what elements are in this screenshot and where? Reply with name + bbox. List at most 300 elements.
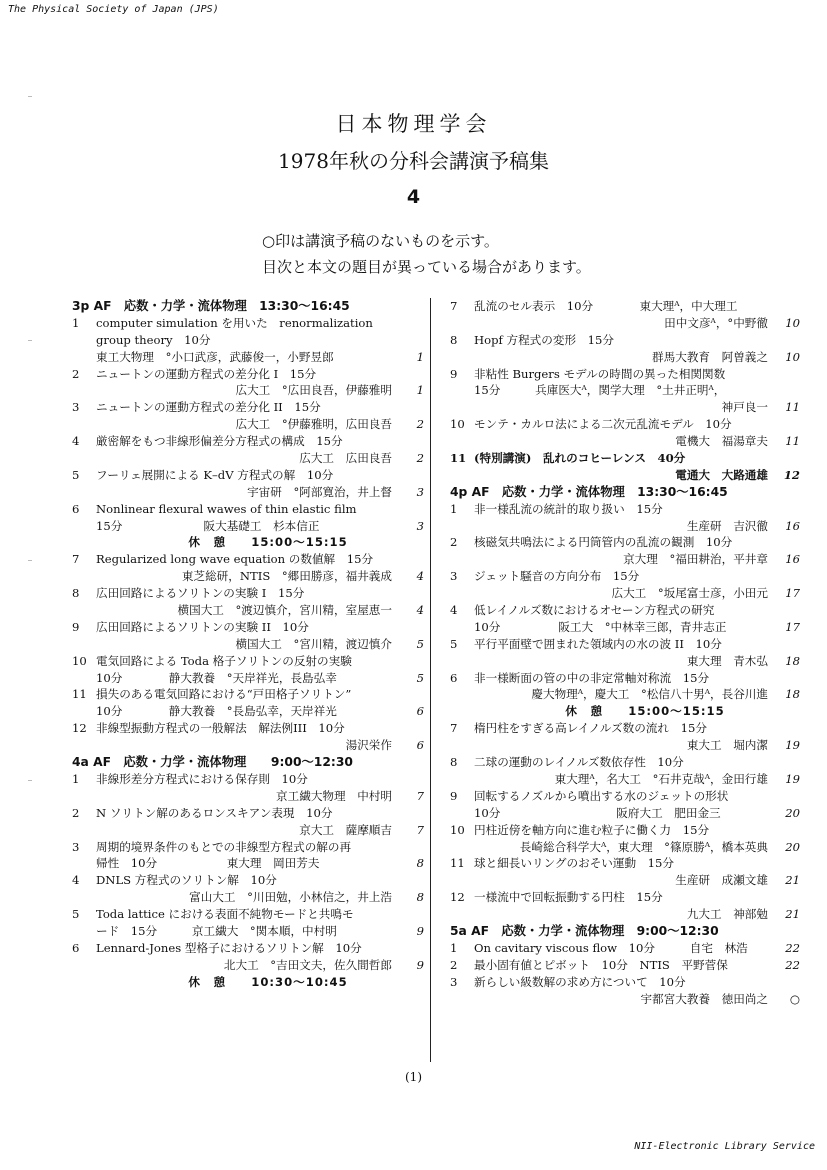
talk-number: [450, 399, 474, 416]
toc-text: 10分 静大教養 °長島弘幸，天岸祥光: [96, 704, 337, 719]
toc-text: 10分 阪工大 °中林幸三郎，青井志正: [474, 619, 727, 634]
toc-text: 広大工 °広田良吾，伊藤雅明: [235, 383, 392, 398]
talk-number: 10: [450, 417, 465, 432]
toc-text: DNLS 方程式のソリトン解 10分: [96, 873, 277, 888]
page-ref: 17: [785, 619, 800, 634]
session-header: [450, 484, 800, 501]
toc-line: [450, 889, 800, 906]
talk-number: 12: [450, 890, 465, 905]
toc-text: 横国大工 °渡辺慎介，宮川精，室屋恵一: [177, 603, 392, 618]
page-footer: NII-Electronic Library Service: [634, 1141, 815, 1152]
toc-text: 生産研 成瀬文雄: [675, 873, 768, 888]
talk-number: 2: [450, 957, 458, 972]
scan-mark: [28, 780, 32, 781]
toc-text: 京工繊大物理 中村明: [276, 788, 392, 803]
break-line: [72, 974, 424, 991]
talk-number: [72, 518, 96, 535]
toc-text: 富山大工 °川田勉，小林信之，井上浩: [189, 890, 392, 905]
toc-line: [450, 366, 800, 383]
talk-number: 2: [72, 805, 80, 820]
page-ref: 4: [416, 569, 424, 584]
toc-line: [450, 670, 800, 687]
talk-number: [72, 602, 96, 619]
page-ref: [396, 551, 424, 568]
page-ref: [772, 382, 800, 399]
page-ref: 22: [785, 957, 800, 972]
toc-line: [450, 872, 800, 889]
page-ref: 17: [785, 586, 800, 601]
page-ref: 8: [416, 890, 424, 905]
talk-number: [450, 906, 474, 923]
talk-number: 1: [72, 771, 80, 786]
page-ref: [772, 568, 800, 585]
talk-number: [450, 433, 474, 450]
page-ref: [772, 366, 800, 383]
page-ref: 11: [785, 434, 800, 449]
page-ref: [396, 467, 424, 484]
talk-number: 9: [72, 619, 80, 634]
page-ref: [772, 332, 800, 349]
page-ref: [396, 872, 424, 889]
page-ref: 10: [785, 315, 800, 330]
page-ref: 5: [416, 670, 424, 685]
talk-number: 12: [72, 721, 87, 736]
talk-number: [72, 382, 96, 399]
break-text: 休 憩 15:00～15:15: [188, 535, 348, 550]
page-ref: 7: [416, 822, 424, 837]
toc-line: [450, 534, 800, 551]
toc-text: Regularized long wave equation の数値解 15分: [96, 552, 374, 567]
toc-line: [450, 450, 800, 467]
toc-line: [450, 974, 800, 991]
talk-number: 3: [450, 569, 458, 584]
toc-text: 北大工 °吉田文夫，佐久間哲郎: [223, 957, 392, 972]
page-ref: [772, 450, 800, 467]
page-ref: 2: [416, 451, 424, 466]
page-ref: [396, 315, 424, 332]
page-ref: 1: [416, 383, 424, 398]
toc-text: (特別講演) 乱れのコヒーレンス 40分: [474, 451, 686, 466]
page-ref: 3: [416, 518, 424, 533]
talk-number: [72, 349, 96, 366]
toc-line: [450, 619, 800, 636]
toc-text: 損失のある電気回路における“戸田格子ソリトン”: [96, 687, 352, 702]
talk-number: [450, 872, 474, 889]
page-ref: 22: [785, 940, 800, 955]
talk-number: [72, 923, 96, 940]
page-ref: 11: [785, 400, 800, 415]
talk-number: 6: [72, 501, 80, 516]
toc-text: ジェット騒音の方向分布 15分: [474, 569, 640, 584]
talk-number: 7: [450, 721, 458, 736]
talk-number: 1: [450, 501, 458, 516]
page-ref: 20: [785, 839, 800, 854]
toc-line: [72, 653, 424, 670]
toc-text: 10分 静大教養 °天岸祥光，長島弘幸: [96, 670, 337, 685]
toc-text: 周期的境界条件のもとでの非線型方程式の解の再: [96, 839, 352, 854]
page-ref: [772, 534, 800, 551]
talk-number: [450, 619, 474, 636]
toc-line: [450, 315, 800, 332]
toc-line: [450, 754, 800, 771]
page-ref: [772, 298, 800, 315]
talk-number: 4: [450, 603, 458, 618]
session-header-text: 3p AF 応数・力学・流体物理 13:30～16:45: [72, 299, 350, 313]
toc-text: 九大工 神部勉: [686, 907, 768, 922]
toc-line: [450, 991, 800, 1008]
page-ref: 9: [416, 957, 424, 972]
toc-line: [450, 298, 800, 315]
talk-number: 7: [72, 552, 80, 567]
toc-text: Lennard-Jones 型格子におけるソリトン解 10分: [96, 940, 362, 955]
toc-text: 田中文彦ᴬ，°中野徹: [664, 315, 768, 330]
page-ref: [396, 501, 424, 518]
toc-text: 球と細長いリングのおそい運動 15分: [474, 856, 675, 871]
toc-text: 広大工 °坂尾富士彦，小田元: [611, 586, 768, 601]
page-ref: [396, 399, 424, 416]
toc-text: 核磁気共鳴法による円筒管内の乱流の観測 10分: [474, 535, 733, 550]
note-line-2: 目次と本文の題目が異っている場合があります。: [262, 258, 591, 276]
toc-line: [450, 855, 800, 872]
toc-line: [72, 433, 424, 450]
break-text: 休 憩 10:30～10:45: [188, 974, 348, 989]
talk-number: 2: [72, 366, 80, 381]
toc-text: 回転するノズルから噴出する水のジェットの形状: [474, 788, 729, 803]
toc-line: [72, 940, 424, 957]
session-header-text: 4a AF 応数・力学・流体物理 9:00～12:30: [72, 755, 353, 770]
page-ref: 20: [785, 805, 800, 820]
right-column: [450, 298, 800, 1007]
toc-text: 生産研 吉沢徹: [686, 518, 768, 533]
toc-text: Toda lattice における表面不純物モードと共鳴モ: [96, 907, 354, 922]
page-ref: [772, 720, 800, 737]
toc-text: ニュートンの運動方程式の差分化 II 15分: [96, 400, 321, 415]
toc-text: 電気回路による Toda 格子ソリトンの反射の実験: [96, 653, 352, 668]
toc-line: [72, 501, 424, 518]
toc-text: 新らしい級数解の求め方について 10分: [474, 974, 686, 989]
page-ref: [396, 839, 424, 856]
toc-text: フーリェ展開による K–dV 方程式の解 10分: [96, 467, 334, 482]
toc-text: 乱流のセル表示 10分 東大理ᴬ，中大理工: [474, 299, 738, 313]
break-text: 休 憩 15:00～15:15: [565, 704, 725, 719]
toc-text: Hopf 方程式の変形 15分: [474, 332, 614, 347]
toc-line: [450, 551, 800, 568]
scan-mark: [28, 560, 32, 561]
talk-number: 9: [450, 366, 458, 381]
toc-text: 神戸良一: [721, 400, 768, 415]
talk-number: [72, 568, 96, 585]
toc-text: 宇都宮大教養 徳田尚之: [640, 991, 768, 1006]
toc-line: [450, 822, 800, 839]
toc-text: 15分 兵庫医大ᴬ，関学大理 °土井正明ᴬ，: [474, 383, 726, 398]
toc-line: [450, 720, 800, 737]
page-ref: [396, 686, 424, 703]
page-ref: 6: [416, 738, 424, 753]
toc-line: [72, 805, 424, 822]
toc-text: 平行平面壁で囲まれた領域内の水の波 II 10分: [474, 636, 722, 651]
scan-mark: [28, 96, 32, 97]
page-ref: 19: [785, 771, 800, 786]
toc-text: ニュートンの運動方程式の差分化 I 15分: [96, 366, 317, 381]
page-ref: [772, 636, 800, 653]
toc-line: [72, 720, 424, 737]
talk-number: [450, 315, 474, 332]
scan-mark: [28, 340, 32, 341]
page-ref: 7: [416, 788, 424, 803]
session-header: [72, 298, 424, 315]
page-ref: [396, 619, 424, 636]
toc-text: 低レイノルズ数におけるオセーン方程式の研究: [474, 603, 715, 618]
toc-line: [450, 805, 800, 822]
toc-line: [450, 940, 800, 957]
talk-number: [72, 484, 96, 501]
toc-line: [72, 686, 424, 703]
talk-number: 11: [450, 856, 465, 871]
page-number: (1): [405, 1070, 422, 1084]
talk-number: [72, 855, 96, 872]
column-divider: [430, 298, 431, 1062]
toc-line: [72, 399, 424, 416]
talk-number: 7: [450, 299, 458, 313]
page-ref: [396, 771, 424, 788]
page-ref: 8: [416, 856, 424, 871]
page-ref: [772, 416, 800, 433]
page-ref: [396, 805, 424, 822]
toc-line: [450, 332, 800, 349]
toc-text: 東大工 堀内潔: [686, 738, 768, 753]
toc-line: [450, 653, 800, 670]
toc-line: [72, 822, 424, 839]
page-ref: 19: [785, 738, 800, 753]
page-ref: 5: [416, 636, 424, 651]
talk-number: [450, 518, 474, 535]
toc-line: [72, 737, 424, 754]
page-ref: 21: [785, 873, 800, 888]
toc-line: [450, 636, 800, 653]
toc-line: [450, 906, 800, 923]
toc-text: On cavitary viscous flow 10分 自宅 林浩: [474, 940, 748, 955]
toc-line: [72, 788, 424, 805]
toc-line: [72, 839, 424, 856]
toc-text: 厳密解をもつ非線形偏差分方程式の構成 15分: [96, 434, 343, 449]
toc-text: 慶大物理ᴬ，慶大工 °松信八十男ᴬ，長谷川進: [531, 687, 768, 702]
page-ref: ○: [789, 991, 800, 1006]
toc-text: 東芝総研，NTIS °郷田勝彦，福井義成: [181, 569, 392, 584]
page-ref: [772, 822, 800, 839]
toc-text: モンテ・カルロ法による二次元乱流モデル 10分: [474, 417, 732, 432]
toc-line: [72, 636, 424, 653]
talk-number: 11: [72, 687, 87, 702]
toc-text: 広田回路によるソリトンの実験 I 15分: [96, 586, 305, 601]
talk-number: [450, 382, 474, 399]
toc-text: 二球の運動のレイノルズ数依存性 10分: [474, 755, 684, 770]
talk-number: [72, 450, 96, 467]
toc-text: 京大工 薩摩順吉: [299, 822, 392, 837]
talk-number: [72, 822, 96, 839]
talk-number: 2: [450, 535, 458, 550]
talk-number: 1: [72, 315, 80, 330]
toc-text: 横国大工 °宮川精，渡辺慎介: [235, 636, 392, 651]
talk-number: [450, 467, 474, 484]
toc-text: 一様流中で回転振動する円柱 15分: [474, 890, 663, 905]
toc-text: 非線型振動方程式の一般解法 解法例III 10分: [96, 721, 345, 736]
toc-line: [450, 399, 800, 416]
page-ref: [396, 433, 424, 450]
talk-number: 3: [72, 839, 80, 854]
talk-number: 8: [450, 755, 458, 770]
talk-number: 4: [72, 434, 80, 449]
toc-line: [72, 382, 424, 399]
toc-text: 楕円柱をすぎる高レイノルズ数の流れ 15分: [474, 721, 707, 736]
toc-text: 東大理 青木弘: [686, 653, 768, 668]
toc-text: 電機大 福湯章夫: [675, 434, 768, 449]
toc-text: N ソリトン解のあるロンスキアン表現 10分: [96, 805, 333, 820]
page-ref: [396, 720, 424, 737]
page-ref: 9: [416, 923, 424, 938]
talk-number: [72, 889, 96, 906]
left-column: [72, 298, 424, 991]
toc-line: [72, 602, 424, 619]
toc-line: [450, 518, 800, 535]
toc-line: [72, 855, 424, 872]
talk-number: 8: [72, 586, 80, 601]
toc-line: [450, 416, 800, 433]
page-ref: [772, 602, 800, 619]
talk-number: 6: [72, 940, 80, 955]
toc-text: 東工大物理 °小口武彦，武藤俊一，小野昱郎: [96, 349, 334, 364]
toc-text: 非一様乱流の統計的取り扱い 15分: [474, 501, 663, 516]
toc-line: [72, 349, 424, 366]
toc-text: computer simulation を用いた renormalization: [96, 315, 373, 330]
talk-number: [450, 653, 474, 670]
page-ref: [772, 670, 800, 687]
talk-number: [72, 636, 96, 653]
toc-line: [72, 518, 424, 535]
page-ref: [396, 366, 424, 383]
page-ref: [396, 653, 424, 670]
toc-text: 群馬大教育 阿曽義之: [652, 349, 768, 364]
toc-text: 広田回路によるソリトンの実験 II 10分: [96, 619, 309, 634]
toc-text: group theory 10分: [96, 332, 211, 347]
talk-number: [72, 703, 96, 720]
toc-line: [72, 619, 424, 636]
toc-line: [72, 416, 424, 433]
page-ref: 12: [783, 467, 800, 482]
toc-line: [450, 771, 800, 788]
toc-line: [450, 686, 800, 703]
page-ref: 6: [416, 704, 424, 719]
talk-number: [72, 416, 96, 433]
session-header-text: 4p AF 応数・力学・流体物理 13:30～16:45: [450, 484, 728, 499]
toc-text: 最小固有値とピボット 10分 NTIS 平野菅保: [474, 957, 728, 972]
toc-line: [72, 551, 424, 568]
talk-number: 8: [450, 332, 458, 347]
page-ref: 1: [416, 349, 424, 364]
toc-text: 10分 阪府大工 肥田金三: [474, 805, 721, 820]
toc-text: 非一様断面の管の中の非定常軸対称流 15分: [474, 670, 710, 685]
talk-number: 4: [72, 873, 80, 888]
page-ref: 21: [785, 907, 800, 922]
toc-line: [450, 957, 800, 974]
page-ref: 18: [785, 687, 800, 702]
toc-line: [450, 433, 800, 450]
toc-line: [450, 788, 800, 805]
page-ref: [772, 788, 800, 805]
talk-number: 11: [450, 451, 467, 466]
talk-number: [450, 737, 474, 754]
toc-line: [72, 568, 424, 585]
page-ref: [396, 940, 424, 957]
page-ref: 2: [416, 417, 424, 432]
toc-line: [72, 957, 424, 974]
session-header-text: 5a AF 応数・力学・流体物理 9:00～12:30: [450, 923, 719, 938]
talk-number: 10: [72, 653, 87, 668]
talk-number: [72, 788, 96, 805]
page-ref: 4: [416, 603, 424, 618]
talk-number: [450, 349, 474, 366]
session-header: [450, 923, 800, 940]
talk-number: 9: [450, 788, 458, 803]
talk-number: [450, 551, 474, 568]
toc-line: [72, 670, 424, 687]
toc-text: Nonlinear flexural wawes of thin elastic film: [96, 501, 357, 516]
toc-line: [72, 906, 424, 923]
page-ref: 10: [785, 349, 800, 364]
talk-number: [450, 805, 474, 822]
page-ref: [772, 855, 800, 872]
toc-line: [450, 568, 800, 585]
toc-line: [72, 585, 424, 602]
talk-number: [450, 585, 474, 602]
volume-number: 4: [406, 186, 421, 208]
toc-line: [72, 366, 424, 383]
talk-number: [450, 686, 474, 703]
talk-number: [72, 332, 96, 349]
toc-line: [72, 315, 424, 332]
page-ref: [396, 332, 424, 349]
toc-text: 非粘性 Burgers モデルの時間の異った相関関数: [474, 366, 726, 381]
proceedings-title: 1978年秋の分科会講演予稿集: [278, 149, 549, 173]
page-ref: [772, 974, 800, 991]
toc-text: 湯沢栄作: [345, 738, 392, 753]
toc-line: [72, 484, 424, 501]
toc-text: 非線形差分方程式における保存則 10分: [96, 771, 308, 786]
toc-text: 広大工 広田良吾: [299, 451, 392, 466]
break-line: [450, 703, 800, 720]
page-ref: 16: [785, 518, 800, 533]
talk-number: 6: [450, 670, 458, 685]
toc-text: 広大工 °伊藤雅明，広田良吾: [235, 417, 392, 432]
toc-text: 電通大 大路通雄: [675, 467, 768, 482]
toc-line: [72, 467, 424, 484]
session-header: [72, 754, 424, 771]
page-ref: [772, 889, 800, 906]
talk-number: 3: [72, 400, 80, 415]
page-ref: 16: [785, 552, 800, 567]
page-ref: [396, 906, 424, 923]
toc-line: [450, 349, 800, 366]
society-title: 日本物理学会: [335, 112, 492, 136]
toc-line: [72, 450, 424, 467]
talk-number: [72, 957, 96, 974]
toc-line: [450, 737, 800, 754]
talk-number: [450, 771, 474, 788]
toc-text: 15分 阪大基礎工 杉本信正: [96, 518, 320, 533]
talk-number: 5: [72, 467, 80, 482]
toc-line: [72, 872, 424, 889]
break-line: [72, 534, 424, 551]
talk-number: 10: [450, 822, 465, 837]
